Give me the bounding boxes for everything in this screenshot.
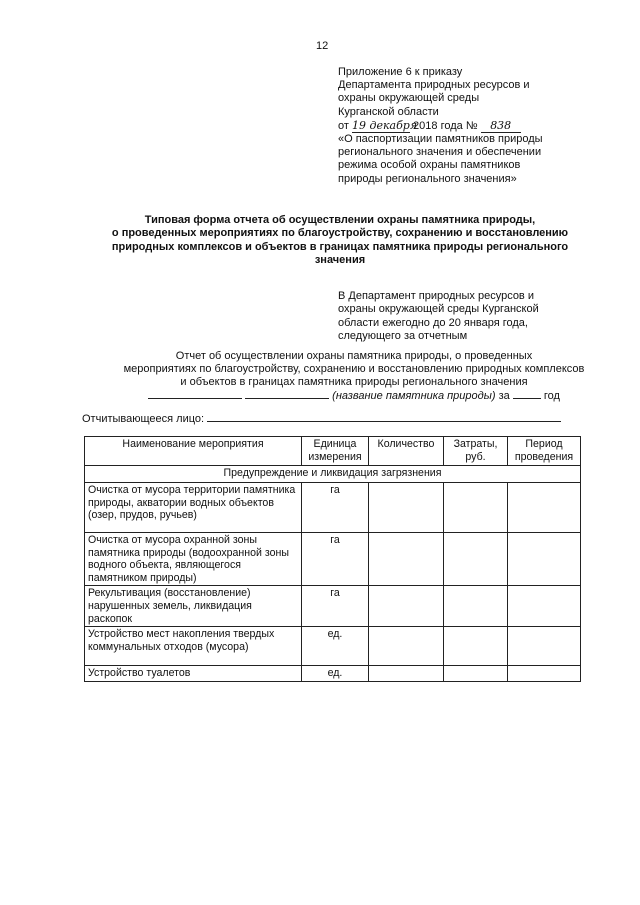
address-line: области ежегодно до 20 января года, [338,316,528,329]
name-hint: (название памятника природы) [332,389,496,402]
document-title [70,214,610,268]
quantity-cell[interactable] [369,666,444,682]
quantity-cell[interactable] [369,483,444,533]
name-blank[interactable] [245,398,329,399]
table-row [85,586,581,627]
period-cell[interactable] [508,483,581,533]
header-period: Период проведения [508,437,581,466]
title-line: Типовая форма отчета об осуществлении охраны памятника природы, [144,214,536,226]
measure-unit: га [302,586,369,627]
report-title-line: и объектов в границах памятника природы регионального значения [180,376,528,389]
period-cell[interactable] [508,586,581,627]
appendix-subject: регионального значения и обеспечении [338,146,542,159]
section-row [85,466,581,483]
title-line: о проведенных мероприятиях по благоустройству, сохранению и восстановлению [111,227,569,240]
report-title-fill-line [84,390,624,403]
table-row [85,627,581,666]
table-row [85,666,581,682]
address-line: В Департамент природных ресурсов и [338,290,534,302]
period-cell[interactable] [508,533,581,586]
title-line: значения [314,254,366,267]
cost-cell[interactable] [444,627,508,666]
report-title [84,350,624,403]
date-prefix: от [338,119,349,132]
measures-table [84,436,581,682]
measure-name: Устройство мест накопления твердых коммунальных отходов (мусора) [85,627,302,666]
quantity-cell[interactable] [369,586,444,627]
reporting-person-blank[interactable] [207,421,561,422]
measure-unit: ед. [302,666,369,682]
header-cost: Затраты, руб. [444,437,508,466]
address-line: охраны окружающей среды Курганской [338,303,539,316]
measure-name: Очистка от мусора территории памятника природы, акватории водных объектов (озер, прудов, ручьев) [85,483,302,533]
date-suffix: 2018 года № [413,119,478,132]
section-title: Предупреждение и ликвидация загрязнения [85,466,581,483]
table-row [85,533,581,586]
cost-cell[interactable] [444,533,508,586]
measure-unit: га [302,483,369,533]
header-unit: Единица измерения [302,437,369,466]
report-title-line: Отчет об осуществлении охраны памятника природы, о проведенных [175,350,533,362]
addressee-block [338,290,610,343]
appendix-line: Департамента природных ресурсов и [338,79,530,92]
header-quantity: Количество [369,437,444,466]
appendix-subject: «О паспортизации памятников природы [338,133,543,146]
quantity-cell[interactable] [369,627,444,666]
appendix-date-line [338,119,610,133]
cost-cell[interactable] [444,666,508,682]
handwritten-date: 19 декабря [351,118,418,132]
measure-name: Очистка от мусора охранной зоны памятника природы (водоохранной зоны водного объекта, являющегося памятником природы) [85,533,302,586]
appendix-header [338,66,610,186]
period-cell[interactable] [508,666,581,682]
for-label: за [498,389,510,402]
quantity-cell[interactable] [369,533,444,586]
reporting-person-label: Отчитывающееся лицо: [82,413,205,425]
cost-cell[interactable] [444,586,508,627]
reporting-person-line [82,413,561,425]
handwritten-number: 838 [481,119,521,133]
cost-cell[interactable] [444,483,508,533]
title-line: природных комплексов и объектов в границах памятника природы регионального [111,240,569,253]
appendix-subject: режима особой охраны памятников [338,159,521,172]
measure-name: Рекультивация (восстановление) нарушенных земель, ликвидация раскопок [85,586,302,627]
address-line: следующего за отчетным [338,329,468,342]
table-header-row [85,437,581,466]
appendix-line: Приложение 6 к приказу [338,66,463,78]
year-label: год [543,389,560,402]
table-row [85,483,581,533]
page-number: 12 [316,40,329,52]
report-title-line: мероприятиях по благоустройству, сохранению и восстановлению природных комплексов [123,363,585,376]
name-blank[interactable] [148,398,242,399]
header-name: Наименование мероприятия [85,437,302,466]
measure-name: Устройство туалетов [85,666,302,682]
appendix-line: охраны окружающей среды [338,92,480,105]
measure-unit: га [302,533,369,586]
appendix-line: Курганской области [338,105,439,118]
appendix-subject: природы регионального значения» [338,172,517,185]
period-cell[interactable] [508,627,581,666]
measure-unit: ед. [302,627,369,666]
year-blank[interactable] [513,398,541,399]
